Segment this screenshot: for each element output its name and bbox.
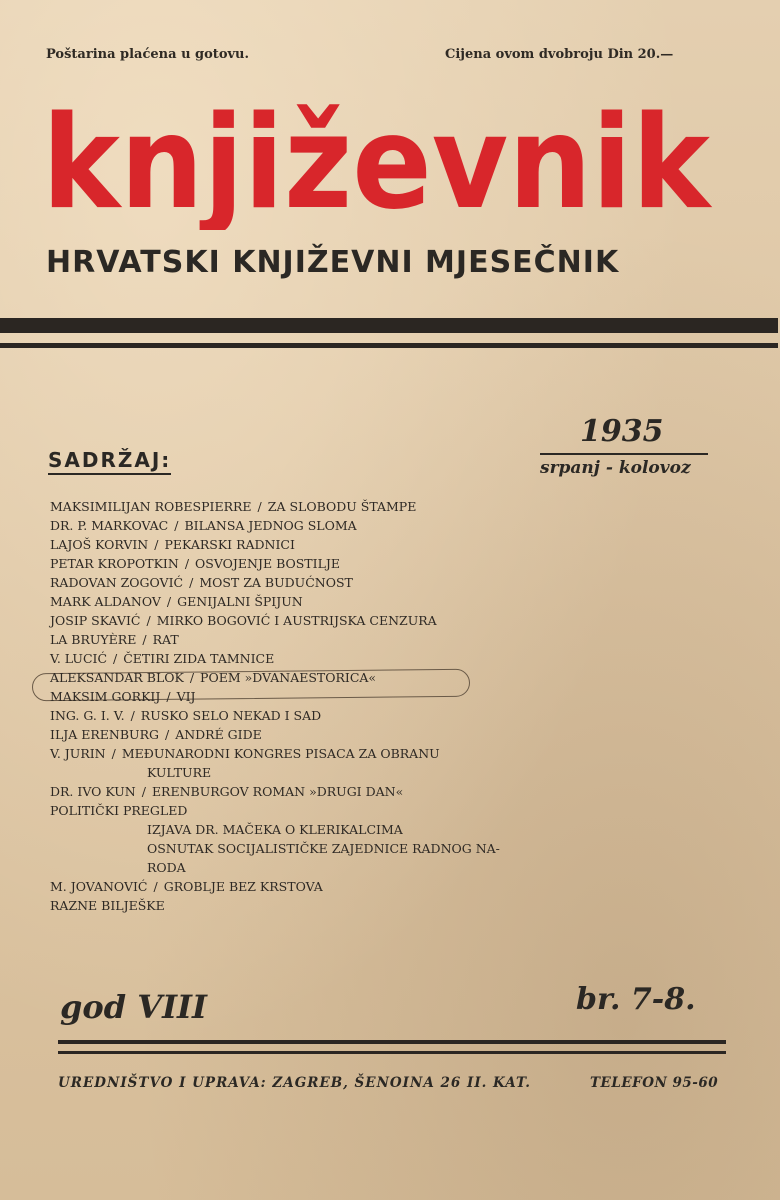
entry-separator: / <box>142 632 147 647</box>
masthead-logo <box>40 95 720 230</box>
entry-separator: / <box>257 499 262 514</box>
entry-title: PEKARSKI RADNICI <box>164 537 295 552</box>
contents-entry <box>50 592 610 611</box>
contents-entry <box>50 706 610 725</box>
entry-author: ALEKSANDAR BLOK <box>50 670 184 685</box>
masthead-subtitle: HRVATSKI KNJIŽEVNI MJESEČNIK <box>46 245 620 280</box>
entry-title: OSVOJENJE BOSTILJE <box>195 556 341 571</box>
entry-author: DR. IVO KUN <box>50 784 136 799</box>
entry-separator: / <box>166 594 172 609</box>
entry-author: MARK ALDANOV <box>50 594 161 609</box>
contents-heading: SADRŽAJ: <box>48 448 171 475</box>
entry-author: V. LUCIĆ <box>50 651 108 666</box>
masthead-title-text: književnik <box>42 95 713 230</box>
masthead-title <box>40 95 720 230</box>
contents-entry <box>50 649 610 668</box>
entry-title: BILANSA JEDNOG SLOMA <box>184 518 357 533</box>
entry-author: ILJA ERENBURG <box>50 727 159 742</box>
contents-entry <box>50 725 610 744</box>
issue-number: br. 7-8. <box>576 982 696 1017</box>
contents-entry <box>50 573 610 592</box>
contents-entry <box>50 611 610 630</box>
contents-entry <box>50 630 610 649</box>
table-of-contents <box>50 497 610 915</box>
entry-author: M. JOVANOVIĆ <box>50 879 148 894</box>
entry-author: DR. P. MARKOVAC <box>50 518 169 533</box>
contents-entry <box>50 744 610 763</box>
entry-title: ČETIRI ZIDA TAMNICE <box>123 651 275 666</box>
issue-period: srpanj - kolovoz <box>540 458 691 478</box>
entry-separator: / <box>154 537 159 552</box>
editorial-phone: TELEFON 95-60 <box>590 1075 719 1091</box>
contents-section: POLITIČKI PREGLED <box>50 803 188 818</box>
volume-label: god VIII <box>60 988 207 1026</box>
entry-title: ZA SLOBODU ŠTAMPE <box>267 499 417 514</box>
issue-year: 1935 <box>580 414 664 449</box>
entry-title: ANDRÉ GIDE <box>175 727 262 742</box>
entry-title: RUSKO SELO NEKAD I SAD <box>140 708 322 723</box>
entry-author: MAKSIM GORKIJ <box>50 689 161 704</box>
entry-separator: / <box>166 689 171 704</box>
header-divider-thick <box>0 318 778 333</box>
entry-author: ING. G. I. V. <box>50 708 125 723</box>
entry-author: V. JURIN <box>50 746 106 761</box>
contents-entry <box>50 782 610 801</box>
entry-separator: / <box>153 879 158 894</box>
entry-title: VIJ <box>176 689 196 704</box>
entry-author: LA BRUYÈRE <box>50 632 137 647</box>
contents-entry <box>50 516 610 535</box>
contents-entry <box>50 877 610 896</box>
entry-separator: / <box>189 670 195 685</box>
entry-title: MIRKO BOGOVIĆ I AUSTRIJSKA CENZURA <box>156 613 437 628</box>
contents-subentry: RODA <box>147 860 186 875</box>
entry-title: GROBLJE BEZ KRSTOVA <box>163 879 323 894</box>
footer <box>58 1075 728 1091</box>
header-divider-thin <box>0 343 778 348</box>
footer-divider-top <box>58 1040 726 1044</box>
entry-title: MOST ZA BUDUĆNOST <box>199 575 353 590</box>
year-underline <box>540 453 708 455</box>
entry-title: ERENBURGOV ROMAN »DRUGI DAN« <box>151 784 404 799</box>
entry-separator: / <box>174 518 179 533</box>
entry-author: LAJOŠ KORVIN <box>50 537 149 552</box>
entry-separator: / <box>146 613 151 628</box>
contents-entry <box>50 497 610 516</box>
entry-title: RAT <box>152 632 179 647</box>
entry-title: MEĐUNARODNI KONGRES PISACA ZA OBRANU <box>121 746 440 761</box>
contents-subentry: IZJAVA DR. MAČEKA O KLERIKALCIMA <box>147 822 403 837</box>
contents-entry <box>50 668 610 687</box>
entry-separator: / <box>184 556 190 571</box>
entry-author: JOSIP SKAVIĆ <box>50 613 141 628</box>
contents-subentry: OSNUTAK SOCIJALISTIČKE ZAJEDNICE RADNOG NA- <box>147 841 500 856</box>
contents-section: RAZNE BILJEŠKE <box>50 898 165 913</box>
entry-separator: / <box>130 708 135 723</box>
contents-entry: KULTURE <box>147 765 212 780</box>
price-note: Cijena ovom dvobroju Din 20.— <box>445 47 674 62</box>
entry-author: PETAR KROPOTKIN <box>50 556 179 571</box>
contents-entry <box>50 554 610 573</box>
entry-separator: / <box>111 746 116 761</box>
entry-separator: / <box>164 727 170 742</box>
contents-entry <box>50 687 610 706</box>
editorial-address: UREDNIŠTVO I UPRAVA: ZAGREB, ŠENOINA 26 II. KAT. <box>58 1075 531 1091</box>
entry-author: MAKSIMILIJAN ROBESPIERRE <box>50 499 252 514</box>
entry-separator: / <box>113 651 118 666</box>
footer-divider-bottom <box>58 1051 726 1054</box>
entry-author: RADOVAN ZOGOVIĆ <box>50 575 184 590</box>
entry-separator: / <box>189 575 194 590</box>
entry-separator: / <box>141 784 146 799</box>
entry-title: GENIJALNI ŠPIJUN <box>177 594 303 609</box>
postage-note: Poštarina plaćena u gotovu. <box>46 47 250 62</box>
contents-entry <box>50 535 610 554</box>
entry-title: POEM »DVANAESTORICA« <box>200 670 377 685</box>
